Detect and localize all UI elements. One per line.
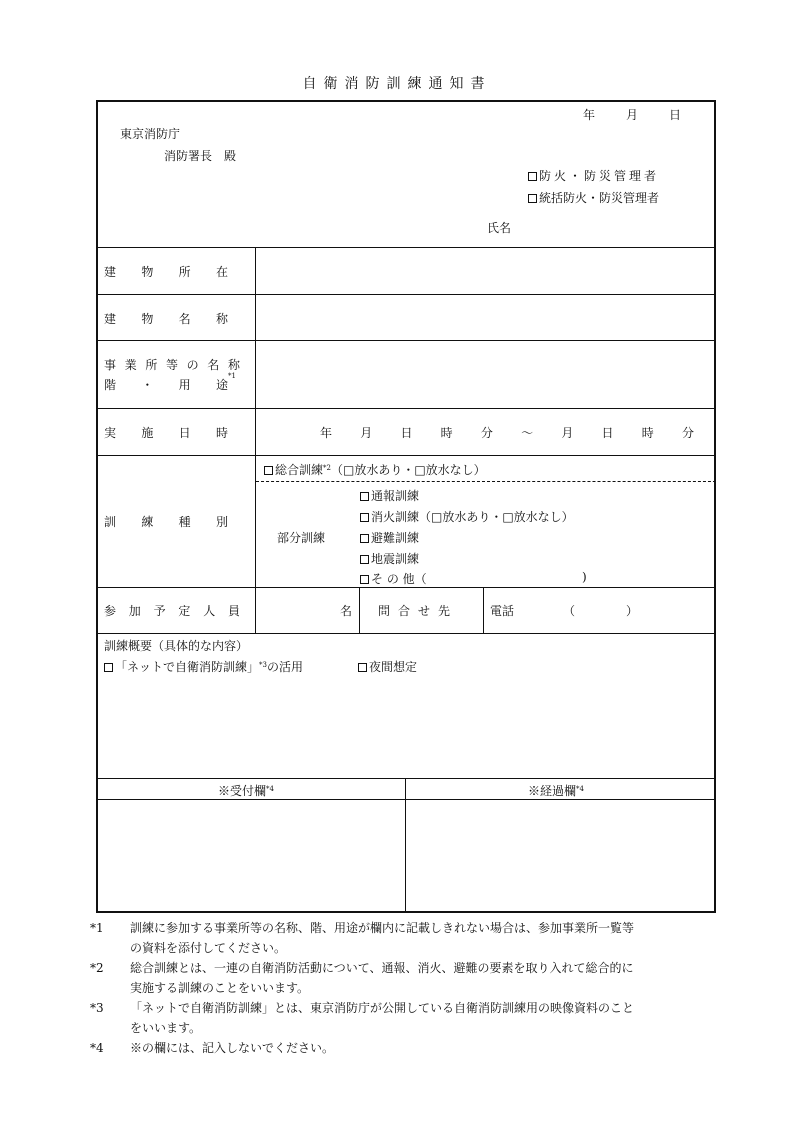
label-floor-use [104, 376, 228, 393]
rule-training-bottom [96, 587, 716, 588]
training-item-report[interactable]: 通報訓練 [360, 487, 419, 504]
label-char: 称 [215, 312, 228, 326]
training-partial-label: 部分訓練 [277, 531, 326, 545]
label-participants [104, 602, 240, 619]
date-year: 年 [583, 108, 596, 122]
rule-name-bottom [96, 340, 716, 341]
label-char: 途 [215, 378, 228, 392]
role-general-manager[interactable]: 統括防火・防災管理者 [528, 189, 659, 206]
footnotes [90, 918, 720, 1058]
summary-option-net-training[interactable]: 「ネットで自衛消防訓練」$^{*3}$の活用 [104, 658, 303, 675]
label-char: 人 [203, 604, 216, 618]
checkbox[interactable] [360, 575, 369, 584]
checkbox[interactable] [360, 513, 369, 522]
reception-label: ※受付欄$^{*4}$ [218, 784, 274, 798]
label-building-name [104, 310, 228, 327]
phone-label: 電話 [490, 604, 515, 618]
label-char: 練 [141, 515, 154, 529]
training-item-earthquake[interactable]: 地震訓練 [360, 550, 419, 567]
training-item-evacuation[interactable]: 避難訓練 [360, 529, 419, 546]
checkbox[interactable] [360, 555, 369, 564]
label-char: 加 [128, 604, 141, 618]
label-char: ・ [141, 378, 154, 392]
checkbox[interactable] [360, 534, 369, 543]
label-char: 定 [178, 604, 191, 618]
training-other-close: ) [582, 570, 587, 584]
footnote: *3 「ネットで自衛消防訓練」とは、東京消防庁が公開している自衛消防訓練用の映像資料のこと をいいます。 [90, 1001, 635, 1035]
label-char: 名 [178, 312, 191, 326]
label-char: 称 [227, 358, 240, 372]
phone-close-paren: ） [626, 604, 639, 618]
label-char: 建 [104, 312, 117, 326]
label-char: 所 [145, 358, 158, 372]
contact-label: 問合せ先 [378, 604, 459, 618]
label-char: 物 [141, 265, 154, 279]
footnote: *2 総合訓練とは、一連の自衛消防活動について、通報、消火、避難の要素を取り入れて総合的に 実施する訓練のことをいいます。 [90, 961, 634, 995]
label-char: 種 [178, 515, 191, 529]
checkbox[interactable] [360, 492, 369, 501]
rule-address-bottom [96, 294, 716, 295]
label-char: 参 [104, 604, 117, 618]
label-training-type [104, 513, 228, 530]
rule-participants-bottom [96, 633, 716, 634]
rule-contact-divider [483, 587, 484, 633]
rule-business-bottom [96, 408, 716, 409]
training-item-extinguish[interactable]: 消火訓練（□放水あり・□放水なし） [360, 508, 574, 525]
label-building-address [104, 263, 228, 280]
training-combined[interactable]: 総合訓練$^{*2}$（□放水あり・□放水なし） [264, 461, 486, 478]
rule-summary-bottom [96, 778, 716, 779]
checkbox[interactable] [264, 466, 273, 475]
form-title: 自衛消防訓練通知書 [302, 76, 492, 92]
rule-training-dashed [256, 481, 716, 482]
label-char: 時 [215, 426, 228, 440]
label-char: 訓 [104, 515, 117, 529]
label-date [104, 424, 228, 441]
name-label: 氏名 [487, 221, 512, 235]
rule-participants-divider [359, 587, 360, 633]
floor-use-note-mark: *1 [228, 372, 236, 380]
date-fields [583, 106, 681, 123]
addressee-chief: 消防署長 殿 [164, 149, 237, 163]
checkbox[interactable] [528, 172, 537, 181]
footnote: *1 訓練に参加する事業所等の名称、階、用途が欄内に記載しきれない場合は、参加事業所一覧等 の資料を添付してください。 [90, 921, 635, 955]
training-item-other[interactable]: そ の 他（ [360, 570, 427, 587]
date-month: 月 [625, 108, 638, 122]
label-char: 日 [178, 426, 191, 440]
label-char: 在 [215, 265, 228, 279]
phone-open-paren: （ [563, 604, 576, 618]
label-char: 員 [227, 604, 240, 618]
checkbox[interactable] [528, 194, 537, 203]
label-char: 業 [124, 358, 137, 372]
label-char: 所 [178, 265, 191, 279]
rule-label-column [255, 247, 256, 633]
addressee-agency: 東京消防庁 [120, 127, 181, 141]
label-business-name [104, 356, 240, 373]
label-char: 事 [104, 358, 117, 372]
label-char: 予 [153, 604, 166, 618]
rule-header-bottom [96, 247, 716, 248]
summary-title: 訓練概要（具体的な内容） [104, 639, 249, 653]
progress-label: ※経過欄$^{*4}$ [528, 784, 584, 798]
rule-reception-divider [405, 778, 406, 913]
label-char: 階 [104, 378, 117, 392]
footnote: *4 ※の欄には、記入しないでください。 [90, 1041, 335, 1055]
form-frame [96, 100, 716, 913]
label-char: 用 [178, 378, 191, 392]
summary-option-night[interactable]: 夜間想定 [358, 658, 417, 675]
label-char: 等 [165, 358, 178, 372]
label-char: 別 [215, 515, 228, 529]
participants-unit: 名 [340, 604, 353, 618]
label-char: 名 [207, 358, 220, 372]
label-char: 施 [141, 426, 154, 440]
checkbox[interactable] [358, 663, 367, 672]
rule-reception-header-bottom [96, 799, 716, 800]
date-time-fields: 年 月 日 時 分 〜 月 日 時 分 [320, 426, 694, 440]
label-char: 実 [104, 426, 117, 440]
label-char: の [186, 358, 199, 372]
label-char: 物 [141, 312, 154, 326]
role-fire-manager[interactable]: 防火・防災管理者 [528, 167, 659, 184]
label-char: 建 [104, 265, 117, 279]
rule-date-bottom [96, 455, 716, 456]
date-day: 日 [668, 108, 681, 122]
checkbox[interactable] [104, 663, 113, 672]
